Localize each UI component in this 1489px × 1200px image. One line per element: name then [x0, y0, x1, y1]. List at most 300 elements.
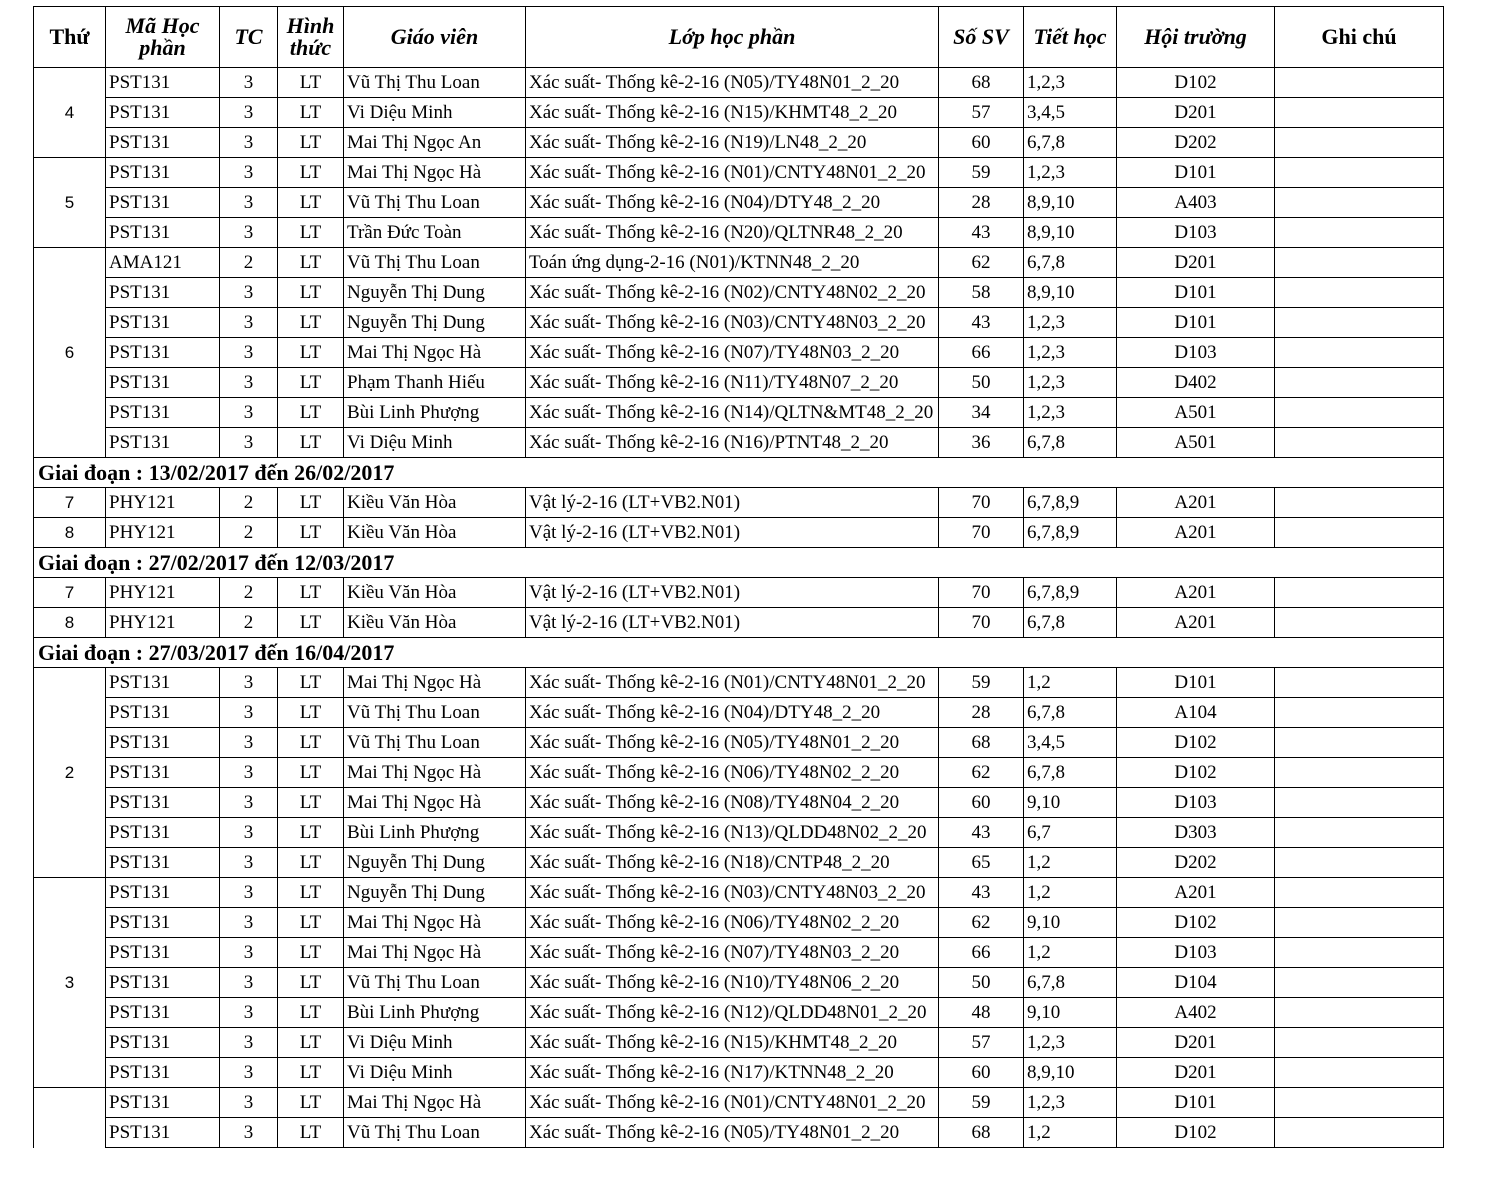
day-cell: 5: [34, 158, 106, 248]
course-code-cell: PST131: [106, 398, 220, 428]
class-section-cell: Xác suất- Thống kê-2-16 (N05)/TY48N01_2_20: [526, 68, 939, 98]
hall-cell: A501: [1117, 398, 1275, 428]
student-count-cell: 28: [939, 188, 1024, 218]
student-count-cell: 43: [939, 818, 1024, 848]
credits-cell: 3: [220, 908, 278, 938]
course-code-cell: PHY121: [106, 578, 220, 608]
note-cell: [1275, 608, 1444, 638]
hall-cell: D102: [1117, 908, 1275, 938]
student-count-cell: 57: [939, 1028, 1024, 1058]
table-row: [34, 1118, 1444, 1148]
teacher-cell: Phạm Thanh Hiếu: [344, 368, 526, 398]
student-count-cell: 70: [939, 518, 1024, 548]
student-count-cell: 60: [939, 788, 1024, 818]
credits-cell: 3: [220, 278, 278, 308]
teacher-cell: Mai Thị Ngọc Hà: [344, 908, 526, 938]
course-code-cell: PST131: [106, 998, 220, 1028]
table-row: [34, 1088, 1444, 1118]
hall-cell: D201: [1117, 248, 1275, 278]
note-cell: [1275, 878, 1444, 908]
hall-cell: D402: [1117, 368, 1275, 398]
hall-cell: A201: [1117, 578, 1275, 608]
credits-cell: 2: [220, 518, 278, 548]
note-cell: [1275, 968, 1444, 998]
course-code-cell: AMA121: [106, 248, 220, 278]
course-code-cell: PST131: [106, 308, 220, 338]
course-code-cell: PST131: [106, 968, 220, 998]
table-row: [34, 68, 1444, 98]
hall-cell: D201: [1117, 1058, 1275, 1088]
periods-cell: 1,2,3: [1024, 158, 1117, 188]
course-code-cell: PST131: [106, 728, 220, 758]
table-row: [34, 1058, 1444, 1088]
credits-cell: 3: [220, 968, 278, 998]
course-code-cell: PST131: [106, 368, 220, 398]
course-code-cell: PST131: [106, 188, 220, 218]
class-section-cell: Xác suất- Thống kê-2-16 (N15)/KHMT48_2_20: [526, 98, 939, 128]
day-cell: 3: [34, 878, 106, 1088]
form-cell: LT: [278, 248, 344, 278]
table-row: [34, 878, 1444, 908]
periods-cell: 6,7: [1024, 818, 1117, 848]
hall-cell: D102: [1117, 68, 1275, 98]
teacher-cell: Kiều Văn Hòa: [344, 578, 526, 608]
periods-cell: 8,9,10: [1024, 218, 1117, 248]
student-count-cell: 70: [939, 578, 1024, 608]
course-code-cell: PST131: [106, 668, 220, 698]
periods-cell: 1,2,3: [1024, 308, 1117, 338]
header-so-sv: Số SV: [939, 7, 1024, 68]
form-cell: LT: [278, 608, 344, 638]
course-code-cell: PST131: [106, 338, 220, 368]
table-row: [34, 698, 1444, 728]
note-cell: [1275, 668, 1444, 698]
periods-cell: 1,2: [1024, 1118, 1117, 1148]
credits-cell: 3: [220, 1118, 278, 1148]
form-cell: LT: [278, 908, 344, 938]
form-cell: LT: [278, 968, 344, 998]
student-count-cell: 50: [939, 968, 1024, 998]
class-section-cell: Vật lý-2-16 (LT+VB2.N01): [526, 578, 939, 608]
periods-cell: 1,2,3: [1024, 368, 1117, 398]
credits-cell: 3: [220, 308, 278, 338]
form-cell: LT: [278, 788, 344, 818]
form-cell: LT: [278, 518, 344, 548]
table-row: [34, 98, 1444, 128]
table-row: [34, 848, 1444, 878]
phase-row: [34, 458, 1444, 488]
form-cell: LT: [278, 488, 344, 518]
note-cell: [1275, 848, 1444, 878]
credits-cell: 3: [220, 878, 278, 908]
table-row: [34, 338, 1444, 368]
periods-cell: 1,2,3: [1024, 338, 1117, 368]
class-section-cell: Xác suất- Thống kê-2-16 (N03)/CNTY48N03_2_20: [526, 308, 939, 338]
teacher-cell: Bùi Linh Phượng: [344, 818, 526, 848]
note-cell: [1275, 368, 1444, 398]
form-cell: LT: [278, 218, 344, 248]
credits-cell: 2: [220, 608, 278, 638]
phase-label: Giai đoạn : 27/03/2017 đến 16/04/2017: [34, 638, 1444, 668]
course-code-cell: PST131: [106, 758, 220, 788]
form-cell: LT: [278, 1058, 344, 1088]
course-code-cell: PST131: [106, 128, 220, 158]
periods-cell: 9,10: [1024, 788, 1117, 818]
credits-cell: 3: [220, 218, 278, 248]
class-section-cell: Xác suất- Thống kê-2-16 (N17)/KTNN48_2_20: [526, 1058, 939, 1088]
form-cell: LT: [278, 158, 344, 188]
hall-cell: D201: [1117, 98, 1275, 128]
note-cell: [1275, 908, 1444, 938]
course-code-cell: PST131: [106, 98, 220, 128]
note-cell: [1275, 218, 1444, 248]
note-cell: [1275, 248, 1444, 278]
student-count-cell: 70: [939, 488, 1024, 518]
header-ghi-chu: Ghi chú: [1275, 7, 1444, 68]
course-code-cell: PST131: [106, 1058, 220, 1088]
form-cell: LT: [278, 98, 344, 128]
hall-cell: D103: [1117, 338, 1275, 368]
hall-cell: D103: [1117, 938, 1275, 968]
course-code-cell: PST131: [106, 278, 220, 308]
note-cell: [1275, 398, 1444, 428]
note-cell: [1275, 158, 1444, 188]
periods-cell: 9,10: [1024, 908, 1117, 938]
periods-cell: 6,7,8: [1024, 698, 1117, 728]
header-thu: Thứ: [34, 7, 106, 68]
student-count-cell: 58: [939, 278, 1024, 308]
teacher-cell: Nguyễn Thị Dung: [344, 278, 526, 308]
form-cell: LT: [278, 1118, 344, 1148]
periods-cell: 1,2: [1024, 878, 1117, 908]
student-count-cell: 62: [939, 908, 1024, 938]
note-cell: [1275, 1118, 1444, 1148]
student-count-cell: 66: [939, 938, 1024, 968]
teacher-cell: Mai Thị Ngọc Hà: [344, 338, 526, 368]
phase-label: Giai đoạn : 27/02/2017 đến 12/03/2017: [34, 548, 1444, 578]
credits-cell: 2: [220, 248, 278, 278]
header-tiet-hoc: Tiết học: [1024, 7, 1117, 68]
periods-cell: 6,7,8,9: [1024, 578, 1117, 608]
class-section-cell: Xác suất- Thống kê-2-16 (N05)/TY48N01_2_20: [526, 1118, 939, 1148]
teacher-cell: Mai Thị Ngọc Hà: [344, 1088, 526, 1118]
periods-cell: 1,2,3: [1024, 398, 1117, 428]
teacher-cell: Vũ Thị Thu Loan: [344, 248, 526, 278]
table-row: [34, 188, 1444, 218]
course-code-cell: PST131: [106, 938, 220, 968]
periods-cell: 1,2: [1024, 668, 1117, 698]
table-row: [34, 248, 1444, 278]
table-row: [34, 398, 1444, 428]
credits-cell: 3: [220, 428, 278, 458]
credits-cell: 3: [220, 728, 278, 758]
periods-cell: 6,7,8: [1024, 428, 1117, 458]
class-section-cell: Xác suất- Thống kê-2-16 (N02)/CNTY48N02_2_20: [526, 278, 939, 308]
day-cell: 6: [34, 248, 106, 458]
teacher-cell: Mai Thị Ngọc Hà: [344, 158, 526, 188]
periods-cell: 6,7,8: [1024, 968, 1117, 998]
hall-cell: A201: [1117, 488, 1275, 518]
note-cell: [1275, 128, 1444, 158]
form-cell: LT: [278, 758, 344, 788]
hall-cell: A402: [1117, 998, 1275, 1028]
table-row: [34, 578, 1444, 608]
note-cell: [1275, 728, 1444, 758]
form-cell: LT: [278, 1028, 344, 1058]
course-code-cell: PST131: [106, 878, 220, 908]
teacher-cell: Vũ Thị Thu Loan: [344, 968, 526, 998]
student-count-cell: 60: [939, 1058, 1024, 1088]
periods-cell: 1,2,3: [1024, 1088, 1117, 1118]
course-code-cell: PST131: [106, 848, 220, 878]
hall-cell: A201: [1117, 518, 1275, 548]
credits-cell: 3: [220, 938, 278, 968]
header-tc: TC: [220, 7, 278, 68]
periods-cell: 9,10: [1024, 998, 1117, 1028]
class-section-cell: Xác suất- Thống kê-2-16 (N04)/DTY48_2_20: [526, 188, 939, 218]
note-cell: [1275, 938, 1444, 968]
note-cell: [1275, 188, 1444, 218]
table-body: [34, 68, 1444, 1148]
credits-cell: 3: [220, 98, 278, 128]
class-section-cell: Xác suất- Thống kê-2-16 (N04)/DTY48_2_20: [526, 698, 939, 728]
credits-cell: 3: [220, 668, 278, 698]
form-cell: LT: [278, 578, 344, 608]
day-cell: 2: [34, 668, 106, 878]
periods-cell: 8,9,10: [1024, 278, 1117, 308]
class-section-cell: Xác suất- Thống kê-2-16 (N06)/TY48N02_2_20: [526, 908, 939, 938]
class-section-cell: Xác suất- Thống kê-2-16 (N11)/TY48N07_2_20: [526, 368, 939, 398]
class-section-cell: Vật lý-2-16 (LT+VB2.N01): [526, 488, 939, 518]
hall-cell: D102: [1117, 758, 1275, 788]
periods-cell: 6,7,8: [1024, 248, 1117, 278]
form-cell: LT: [278, 188, 344, 218]
header-lop-hoc-phan: Lớp học phần: [526, 7, 939, 68]
credits-cell: 3: [220, 158, 278, 188]
credits-cell: 3: [220, 1028, 278, 1058]
class-section-cell: Xác suất- Thống kê-2-16 (N16)/PTNT48_2_20: [526, 428, 939, 458]
class-section-cell: Xác suất- Thống kê-2-16 (N10)/TY48N06_2_20: [526, 968, 939, 998]
periods-cell: 8,9,10: [1024, 188, 1117, 218]
hall-cell: D101: [1117, 308, 1275, 338]
credits-cell: 3: [220, 698, 278, 728]
teacher-cell: Kiều Văn Hòa: [344, 488, 526, 518]
teacher-cell: Mai Thị Ngọc Hà: [344, 758, 526, 788]
note-cell: [1275, 488, 1444, 518]
table-row: [34, 128, 1444, 158]
periods-cell: 3,4,5: [1024, 728, 1117, 758]
periods-cell: 3,4,5: [1024, 98, 1117, 128]
credits-cell: 2: [220, 488, 278, 518]
student-count-cell: 36: [939, 428, 1024, 458]
student-count-cell: 62: [939, 248, 1024, 278]
student-count-cell: 43: [939, 308, 1024, 338]
teacher-cell: Trần Đức Toàn: [344, 218, 526, 248]
class-section-cell: Xác suất- Thống kê-2-16 (N07)/TY48N03_2_20: [526, 338, 939, 368]
class-section-cell: Xác suất- Thống kê-2-16 (N01)/CNTY48N01_2_20: [526, 158, 939, 188]
credits-cell: 3: [220, 818, 278, 848]
form-cell: LT: [278, 668, 344, 698]
day-cell: [34, 1088, 106, 1148]
student-count-cell: 59: [939, 668, 1024, 698]
class-section-cell: Xác suất- Thống kê-2-16 (N20)/QLTNR48_2_20: [526, 218, 939, 248]
day-cell: 8: [34, 608, 106, 638]
teacher-cell: Vi Diệu Minh: [344, 1058, 526, 1088]
table-row: [34, 968, 1444, 998]
header-giao-vien: Giáo viên: [344, 7, 526, 68]
teacher-cell: Nguyễn Thị Dung: [344, 848, 526, 878]
note-cell: [1275, 998, 1444, 1028]
hall-cell: D103: [1117, 788, 1275, 818]
class-section-cell: Xác suất- Thống kê-2-16 (N06)/TY48N02_2_20: [526, 758, 939, 788]
student-count-cell: 28: [939, 698, 1024, 728]
periods-cell: 1,2: [1024, 848, 1117, 878]
student-count-cell: 43: [939, 878, 1024, 908]
teacher-cell: Mai Thị Ngọc Hà: [344, 668, 526, 698]
student-count-cell: 60: [939, 128, 1024, 158]
teacher-cell: Mai Thị Ngọc An: [344, 128, 526, 158]
credits-cell: 3: [220, 848, 278, 878]
header-hoi-truong: Hội trường: [1117, 7, 1275, 68]
table-row: [34, 1028, 1444, 1058]
teacher-cell: Mai Thị Ngọc Hà: [344, 938, 526, 968]
hall-cell: A403: [1117, 188, 1275, 218]
table-row: [34, 608, 1444, 638]
course-code-cell: PHY121: [106, 608, 220, 638]
table-row: [34, 788, 1444, 818]
credits-cell: 3: [220, 368, 278, 398]
periods-cell: 6,7,8: [1024, 758, 1117, 788]
course-code-cell: PST131: [106, 1118, 220, 1148]
hall-cell: D103: [1117, 218, 1275, 248]
credits-cell: 3: [220, 68, 278, 98]
phase-label: Giai đoạn : 13/02/2017 đến 26/02/2017: [34, 458, 1444, 488]
credits-cell: 2: [220, 578, 278, 608]
teacher-cell: Vũ Thị Thu Loan: [344, 68, 526, 98]
hall-cell: D101: [1117, 1088, 1275, 1118]
teacher-cell: Bùi Linh Phượng: [344, 398, 526, 428]
note-cell: [1275, 68, 1444, 98]
form-cell: LT: [278, 1088, 344, 1118]
form-cell: LT: [278, 938, 344, 968]
class-section-cell: Xác suất- Thống kê-2-16 (N18)/CNTP48_2_20: [526, 848, 939, 878]
day-cell: 7: [34, 578, 106, 608]
form-cell: LT: [278, 848, 344, 878]
note-cell: [1275, 308, 1444, 338]
hall-cell: D201: [1117, 1028, 1275, 1058]
note-cell: [1275, 428, 1444, 458]
hall-cell: D303: [1117, 818, 1275, 848]
note-cell: [1275, 278, 1444, 308]
teacher-cell: Mai Thị Ngọc Hà: [344, 788, 526, 818]
class-section-cell: Xác suất- Thống kê-2-16 (N03)/CNTY48N03_2_20: [526, 878, 939, 908]
class-section-cell: Xác suất- Thống kê-2-16 (N14)/QLTN&MT48_2_20: [526, 398, 939, 428]
credits-cell: 3: [220, 128, 278, 158]
student-count-cell: 59: [939, 1088, 1024, 1118]
student-count-cell: 65: [939, 848, 1024, 878]
course-code-cell: PST131: [106, 908, 220, 938]
periods-cell: 6,7,8,9: [1024, 518, 1117, 548]
hall-cell: A501: [1117, 428, 1275, 458]
class-section-cell: Xác suất- Thống kê-2-16 (N19)/LN48_2_20: [526, 128, 939, 158]
class-section-cell: Xác suất- Thống kê-2-16 (N08)/TY48N04_2_20: [526, 788, 939, 818]
form-cell: LT: [278, 338, 344, 368]
table-row: [34, 908, 1444, 938]
phase-row: [34, 638, 1444, 668]
student-count-cell: 68: [939, 68, 1024, 98]
periods-cell: 1,2,3: [1024, 1028, 1117, 1058]
course-code-cell: PST131: [106, 68, 220, 98]
teacher-cell: Bùi Linh Phượng: [344, 998, 526, 1028]
hall-cell: D202: [1117, 128, 1275, 158]
table-row: [34, 488, 1444, 518]
course-code-cell: PST131: [106, 1028, 220, 1058]
table-row: [34, 818, 1444, 848]
class-section-cell: Xác suất- Thống kê-2-16 (N05)/TY48N01_2_20: [526, 728, 939, 758]
table-row: [34, 278, 1444, 308]
course-code-cell: PST131: [106, 818, 220, 848]
form-cell: LT: [278, 278, 344, 308]
table-row: [34, 368, 1444, 398]
table-row: [34, 668, 1444, 698]
day-cell: 8: [34, 518, 106, 548]
note-cell: [1275, 788, 1444, 818]
note-cell: [1275, 818, 1444, 848]
form-cell: LT: [278, 878, 344, 908]
table-header: [34, 7, 1444, 68]
table-row: [34, 998, 1444, 1028]
table-row: [34, 308, 1444, 338]
student-count-cell: 59: [939, 158, 1024, 188]
note-cell: [1275, 1058, 1444, 1088]
periods-cell: 6,7,8: [1024, 608, 1117, 638]
periods-cell: 1,2,3: [1024, 68, 1117, 98]
periods-cell: 1,2: [1024, 938, 1117, 968]
class-section-cell: Xác suất- Thống kê-2-16 (N12)/QLDD48N01_2_20: [526, 998, 939, 1028]
class-section-cell: Xác suất- Thống kê-2-16 (N07)/TY48N03_2_20: [526, 938, 939, 968]
class-section-cell: Xác suất- Thống kê-2-16 (N01)/CNTY48N01_2_20: [526, 1088, 939, 1118]
course-code-cell: PST131: [106, 158, 220, 188]
note-cell: [1275, 1088, 1444, 1118]
periods-cell: 8,9,10: [1024, 1058, 1117, 1088]
day-cell: 7: [34, 488, 106, 518]
student-count-cell: 48: [939, 998, 1024, 1028]
teacher-cell: Vi Diệu Minh: [344, 98, 526, 128]
table-row: [34, 428, 1444, 458]
note-cell: [1275, 98, 1444, 128]
day-cell: 4: [34, 68, 106, 158]
hall-cell: D202: [1117, 848, 1275, 878]
table-row: [34, 158, 1444, 188]
form-cell: LT: [278, 308, 344, 338]
header-hinh-thuc: Hình thức: [278, 7, 344, 68]
student-count-cell: 70: [939, 608, 1024, 638]
credits-cell: 3: [220, 758, 278, 788]
course-code-cell: PHY121: [106, 518, 220, 548]
form-cell: LT: [278, 818, 344, 848]
form-cell: LT: [278, 68, 344, 98]
note-cell: [1275, 518, 1444, 548]
periods-cell: 6,7,8,9: [1024, 488, 1117, 518]
class-section-cell: Vật lý-2-16 (LT+VB2.N01): [526, 608, 939, 638]
hall-cell: A201: [1117, 878, 1275, 908]
schedule-table: [33, 6, 1444, 1148]
note-cell: [1275, 338, 1444, 368]
hall-cell: D102: [1117, 728, 1275, 758]
hall-cell: D102: [1117, 1118, 1275, 1148]
table-row: [34, 728, 1444, 758]
teacher-cell: Vũ Thị Thu Loan: [344, 1118, 526, 1148]
